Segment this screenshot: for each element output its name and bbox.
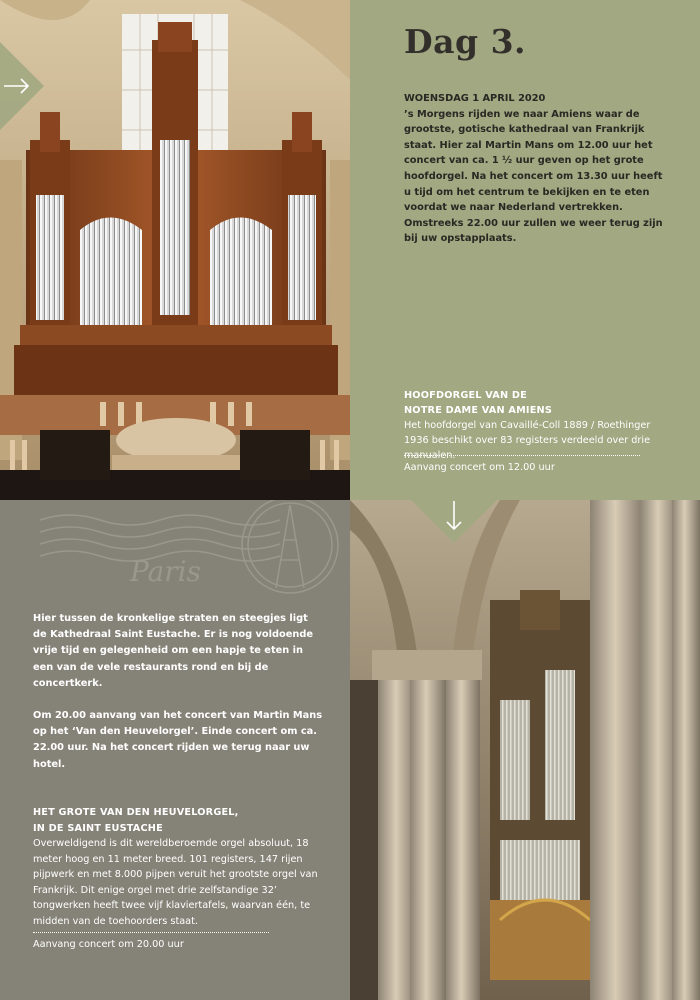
amiens-organ-description: Het hoofdorgel van Cavaillé-Coll 1889 / Roethinger 1936 beschikt over 83 registers verdeeld over drie manualen. (404, 420, 651, 461)
day-date: WOENSDAG 1 APRIL 2020 (404, 93, 546, 104)
divider (404, 455, 640, 456)
photo-saint-eustache-interior (350, 500, 700, 1000)
postmark-word: Paris (130, 555, 201, 588)
heuvel-organ-heading-1: HET GROTE VAN DEN HEUVELORGEL, (33, 807, 239, 818)
amiens-organ-heading-1: HOOFDORGEL VAN DE (404, 390, 527, 401)
day-intro-text: ’s Morgens rijden we naar Amiens waar de grootste, gotische kathedraal van Frankrijk staat. Hier zal Martin Mans om 12.00 uur het concert van ca. 1 ½ uur geven op het grote hoofdorgel. Na het concert om 13.30 uur heeft u tijd om het centrum te bekijken en te eten voordat we naar Nederland vertrekken. Omstreeks 22.00 uur zullen we weer terug zijn bij uw opstapplaats. (404, 108, 663, 245)
arrow-down-icon (410, 499, 498, 543)
photo-amiens-organ (0, 0, 350, 500)
amiens-concert-note: Aanvang concert om 12.00 uur (404, 462, 555, 473)
amiens-organ-heading-2: NOTRE DAME VAN AMIENS (404, 405, 553, 416)
heuvel-organ-info (33, 805, 323, 929)
eustache-text (33, 611, 323, 773)
divider (33, 932, 269, 933)
heuvel-concert-note: Aanvang concert om 20.00 uur (33, 939, 184, 950)
eustache-paragraph-1: Hier tussen de kronkelige straten en steegjes ligt de Kathedraal Saint Eustache. Er is nog voldoende vrije tijd en gelegenheid om een hapje te eten in een van de vele restaurants rond en bij de concertkerk. (33, 613, 314, 689)
eustache-paragraph-2: Om 20.00 aanvang van het concert van Martin Mans op het ‘Van den Heuvelorgel’. Einde concert om ca. 22.00 uur. Na het concert rijden we terug naar uw hotel. (33, 710, 323, 770)
day-intro (404, 91, 664, 247)
day-title: Dag 3. (404, 22, 527, 61)
amiens-organ-info (404, 388, 674, 463)
arrow-right-icon (0, 42, 44, 130)
heuvel-organ-description: Overweldigend is dit wereldberoemde orgel absoluut, 18 meter hoog en 11 meter breed. 101 registers, 147 rijen pijpwerk en met 8.000 pijpen veruit het grootste orgel van Frankrijk. Dit enige orgel met drie zelfstandige 32’ tongwerken heeft twee vijf klaviertafels, waarvan één, te midden van de toehoorders staat. (33, 838, 318, 927)
heuvel-organ-heading-2: IN DE SAINT EUSTACHE (33, 822, 163, 834)
